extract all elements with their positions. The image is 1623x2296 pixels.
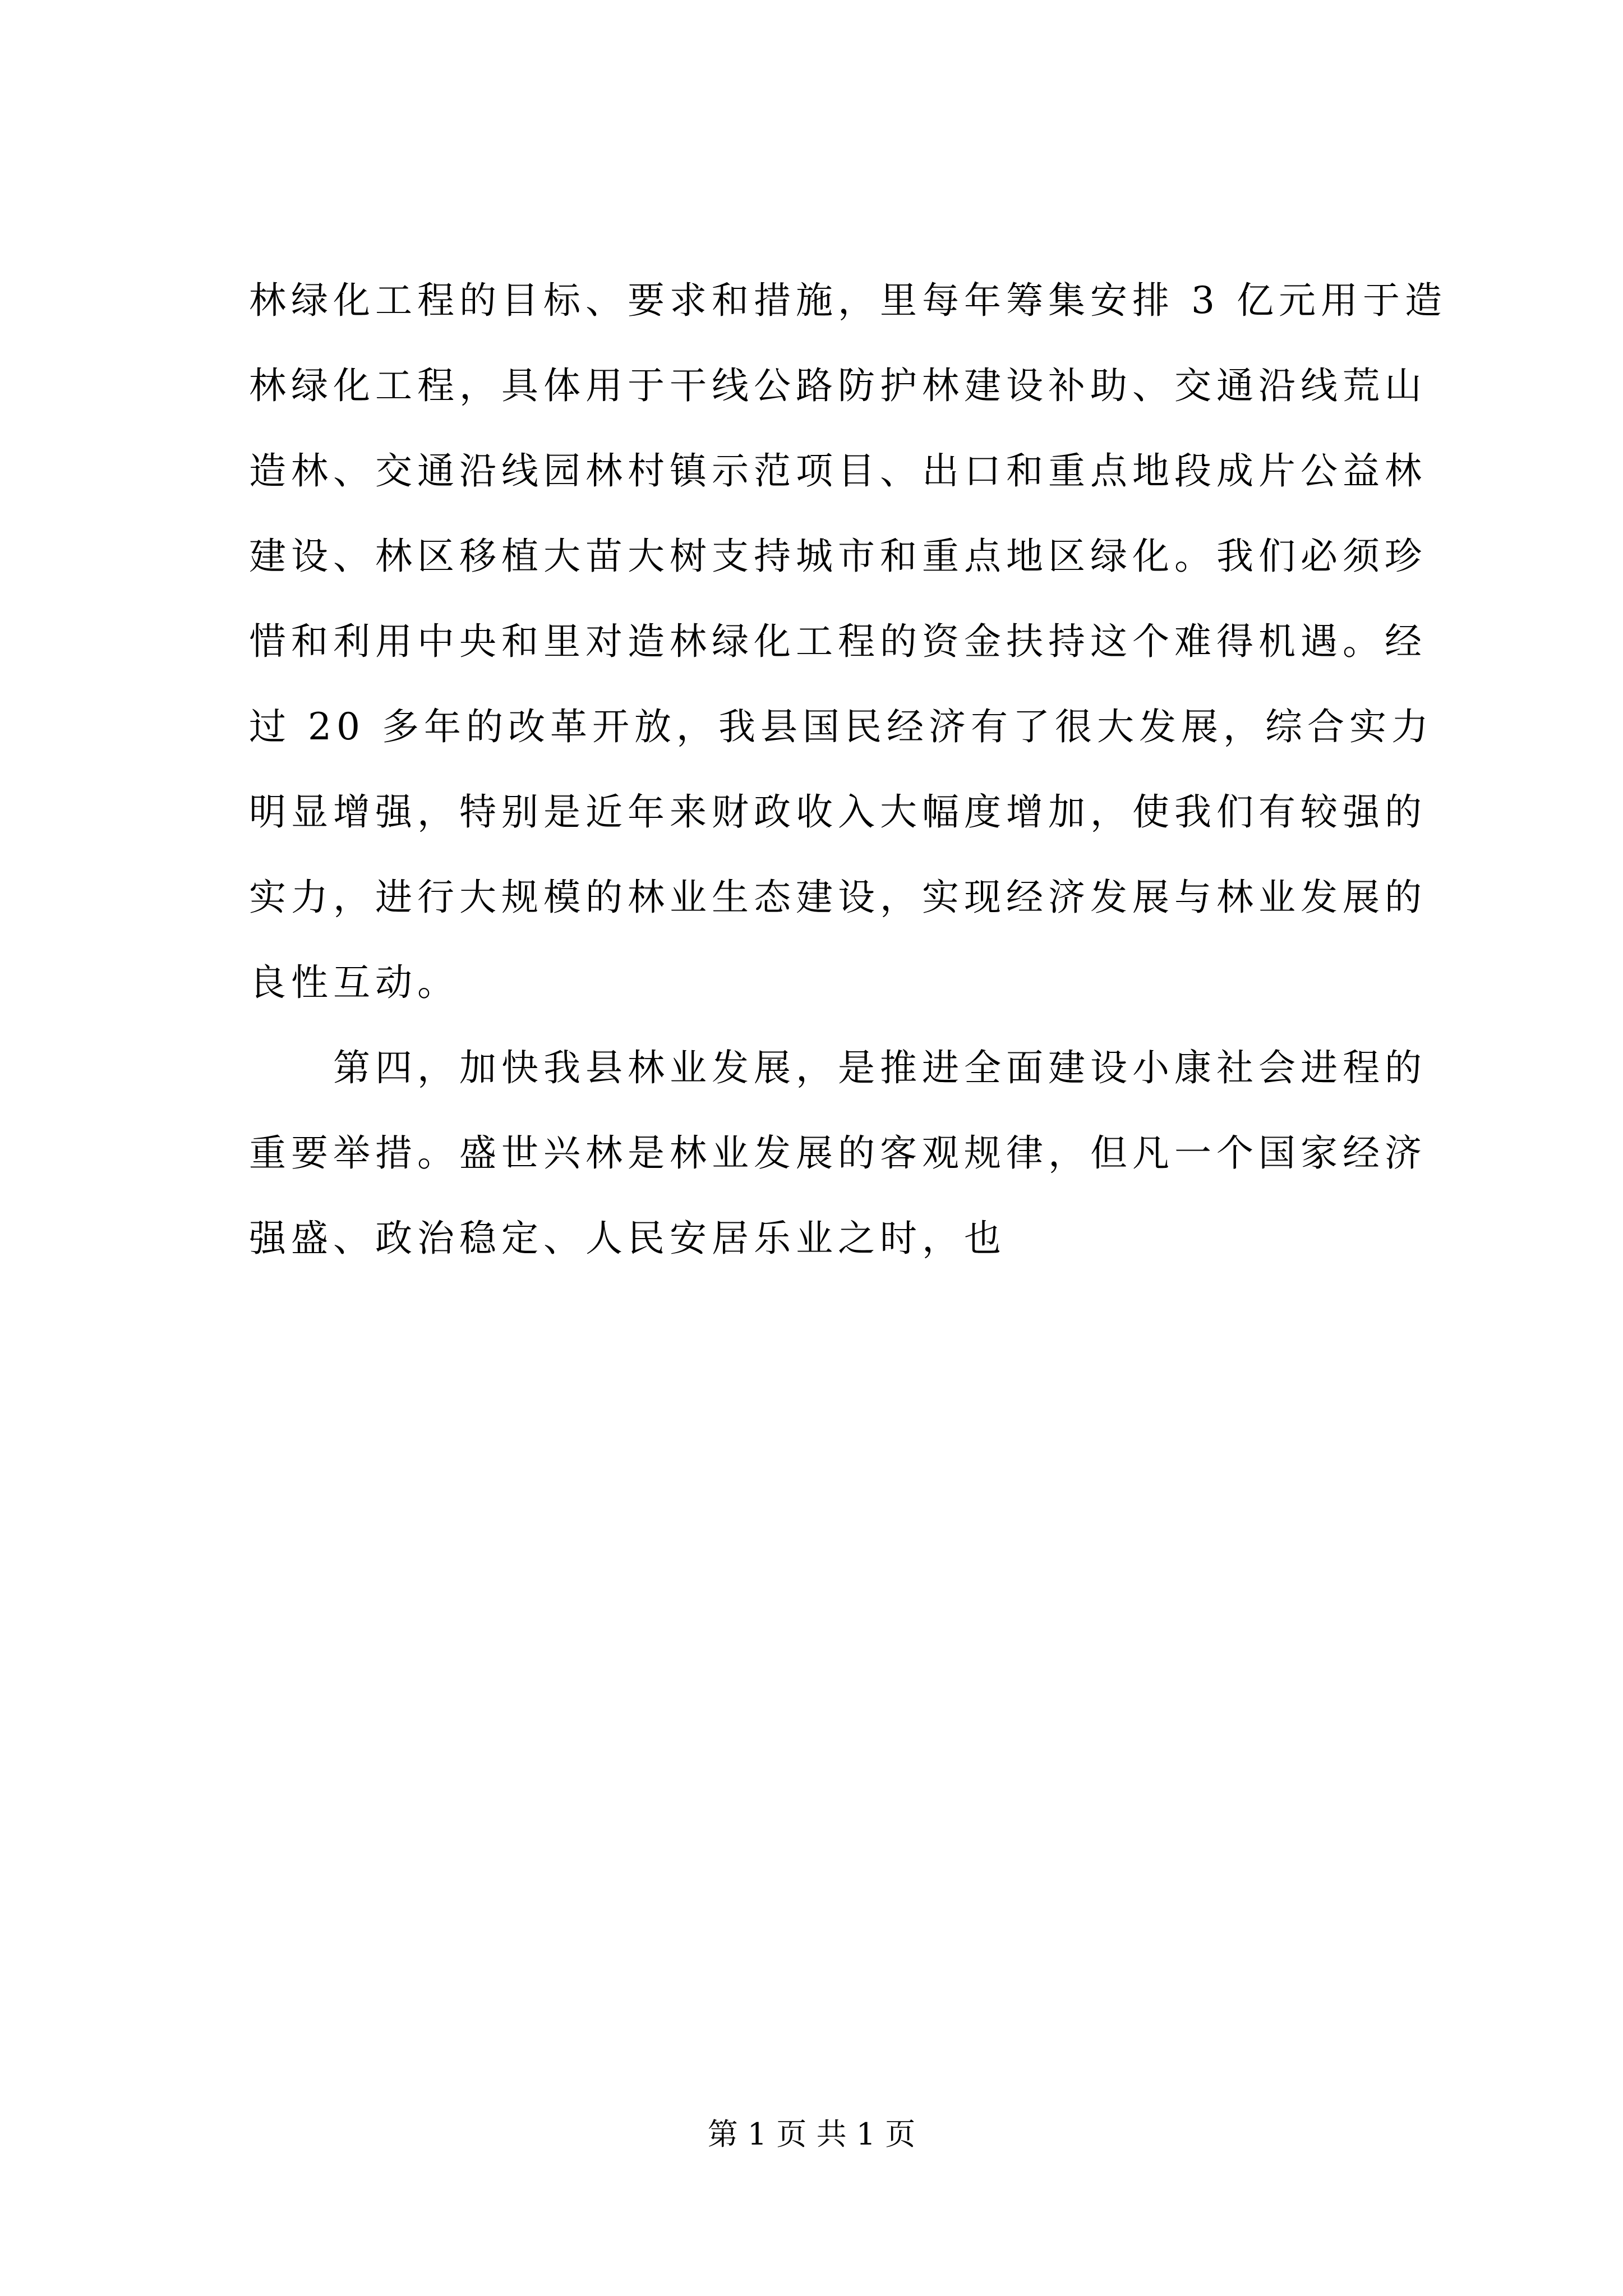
- text-line: 造林、交通沿线园林村镇示范项目、出口和重点地段成片公益林: [249, 449, 1427, 493]
- text-line: 实力，进行大规模的林业生态建设，实现经济发展与林业发展的: [249, 876, 1427, 919]
- document-body: [249, 258, 1447, 1281]
- text-line: 林绿化工程的目标、要求和措施，里每年筹集安排 3 亿元用于造: [249, 279, 1447, 322]
- text-line: 良性互动。: [249, 961, 459, 1004]
- text-line: 重要举措。盛世兴林是林业发展的客观规律，但凡一个国家经济: [249, 1131, 1427, 1175]
- text-line: 建设、林区移植大苗大树支持城市和重点地区绿化。我们必须珍: [249, 535, 1427, 578]
- text-line: 过 20 多年的改革开放，我县国民经济有了很大发展，综合实力: [249, 705, 1433, 748]
- text-line: 强盛、政治稳定、人民安居乐业之时，也: [249, 1217, 1006, 1260]
- text-line: 第四，加快我县林业发展，是推进全面建设小康社会进程的: [249, 1046, 1427, 1089]
- text-line: 林绿化工程，具体用于干线公路防护林建设补助、交通沿线荒山: [249, 364, 1427, 407]
- page-footer: 第 1 页 共 1 页: [707, 2116, 916, 2152]
- text-line: 惜和利用中央和里对造林绿化工程的资金扶持这个难得机遇。经: [249, 620, 1427, 663]
- text-line: 明显增强，特别是近年来财政收入大幅度增加，使我们有较强的: [249, 790, 1427, 834]
